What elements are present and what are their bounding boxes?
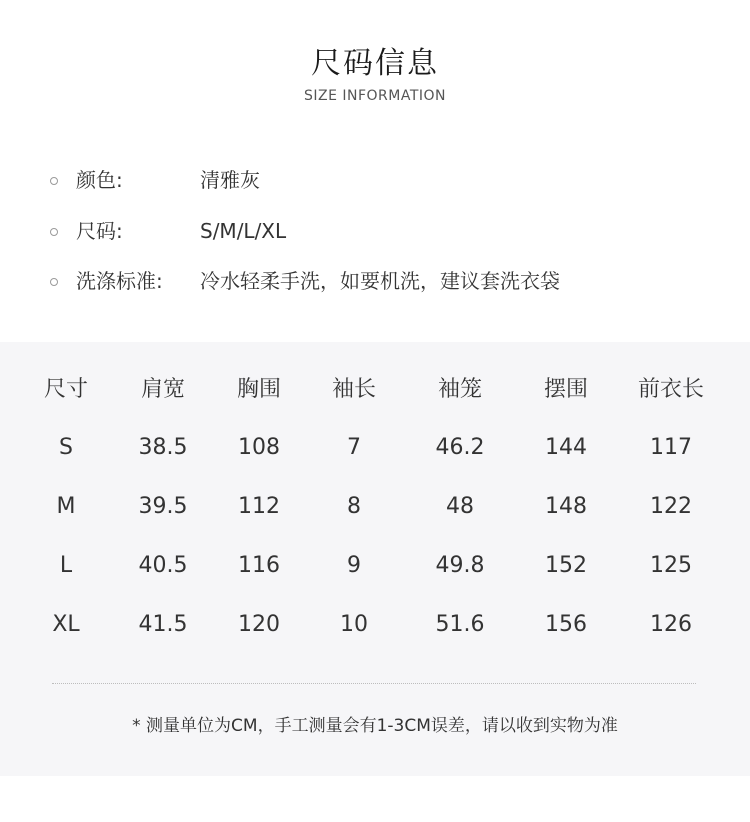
- table-cell: 10: [340, 612, 368, 637]
- info-item-color: [0, 168, 750, 198]
- table-cell: 126: [650, 612, 692, 637]
- table-cell: 48: [446, 494, 474, 519]
- table-cell: 8: [347, 494, 361, 519]
- bullet-circle-icon: [50, 228, 58, 236]
- table-cell: XL: [52, 612, 80, 637]
- info-value: 冷水轻柔手洗，如要机洗，建议套洗衣袋: [200, 269, 560, 293]
- page-title: 尺码信息: [311, 46, 439, 81]
- table-cell: 51.6: [435, 612, 485, 637]
- table-header-cell: 胸围: [236, 377, 281, 402]
- info-item-washing: [0, 269, 750, 299]
- table-cell: 112: [238, 494, 280, 519]
- table-cell: 148: [545, 494, 587, 519]
- info-label: 尺码:: [76, 219, 123, 243]
- table-header-cell: 摆围: [543, 377, 588, 402]
- table-cell: 41.5: [138, 612, 188, 637]
- table-cell: 116: [238, 553, 280, 578]
- table-cell: 156: [545, 612, 587, 637]
- info-item-size: [0, 219, 750, 249]
- info-label: 颜色:: [76, 168, 123, 192]
- table-header-cell: 袖笼: [437, 377, 482, 402]
- table-cell: 117: [650, 435, 692, 460]
- table-cell: 46.2: [435, 435, 485, 460]
- table-cell: 7: [347, 435, 361, 460]
- info-value: 清雅灰: [200, 168, 260, 192]
- table-cell: 120: [238, 612, 280, 637]
- table-cell: 9: [347, 553, 361, 578]
- table-cell: 152: [545, 553, 587, 578]
- info-label: 洗涤标准:: [76, 269, 163, 293]
- table-cell: S: [59, 435, 73, 460]
- table-header-cell: 前衣长: [637, 377, 704, 402]
- table-header-cell: 肩宽: [140, 377, 185, 402]
- size-table: [0, 342, 750, 776]
- dotted-divider: [52, 683, 696, 684]
- info-value: S/M/L/XL: [200, 219, 287, 243]
- table-cell: M: [56, 494, 76, 519]
- table-cell: 108: [238, 435, 280, 460]
- table-cell: L: [59, 553, 73, 578]
- bullet-circle-icon: [50, 278, 58, 286]
- table-cell: 40.5: [138, 553, 188, 578]
- table-header-cell: 袖长: [331, 377, 376, 402]
- bullet-circle-icon: [50, 177, 58, 185]
- table-cell: 144: [545, 435, 587, 460]
- table-cell: 38.5: [138, 435, 188, 460]
- table-cell: 49.8: [435, 553, 485, 578]
- page-subtitle: SIZE INFORMATION: [303, 88, 447, 104]
- table-cell: 39.5: [138, 494, 188, 519]
- table-cell: 122: [650, 494, 692, 519]
- measurement-note: * 测量单位为CM，手工测量会有1-3CM误差，请以收到实物为准: [132, 716, 618, 736]
- table-cell: 125: [650, 553, 692, 578]
- table-header-cell: 尺寸: [43, 377, 88, 402]
